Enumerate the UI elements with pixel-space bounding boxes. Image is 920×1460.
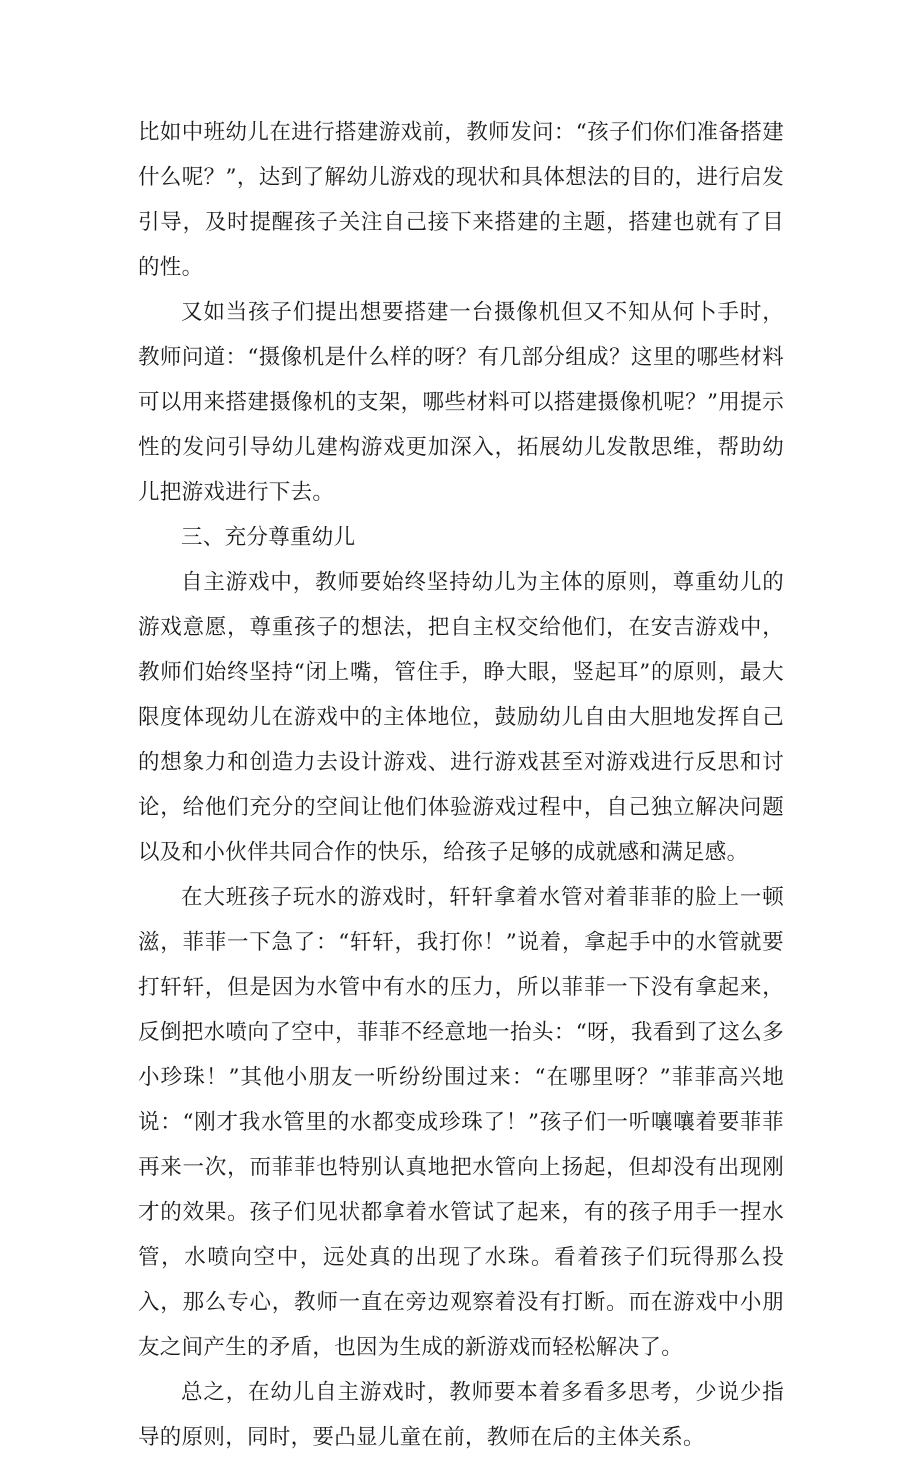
paragraph-camera-example: 又如当孩子们提出想要搭建一台摄像机但又不知从何卜手时，教师问道：“摄像机是什么样的呀？有几部分组成？这里的哪些材料可以用来搭建摄像机的支架，哪些材料可以搭建摄像机呢？”用提示性的发问引导幼儿建构游戏更加深入，拓展幼儿发散思维，帮助幼儿把游戏进行下去。 (138, 300, 784, 505)
section-heading-respect-children: 三、充分尊重幼儿 (181, 525, 356, 550)
paragraph-intro: 比如中班幼儿在进行搭建游戏前，教师发问：“孩子们你们准备搭建什么呢？”，达到了解幼儿游戏的现状和具体想法的目的，进行启发引导，及时提醒孩子关注自己接下来搭建的主题，搭建也就有了目的性。 (138, 120, 784, 280)
paragraph-water-play-story: 在大班孩子玩水的游戏时，轩轩拿着水管对着菲菲的脸上一顿滋，菲菲一下急了：“轩轩，我打你！”说着，拿起手中的水管就要打轩轩，但是因为水管中有水的压力，所以菲菲一下没有拿起来，反倒把水喷向了空中，菲菲不经意地一抬头：“呀，我看到了这么多小珍珠！”其他小朋友一听纷纷围过来：“在哪里呀？”菲菲高兴地说：“刚才我水管里的水都变成珍珠了！”孩子们一听嚷嚷着要菲菲再来一次，而菲菲也特别认真地把水管向上扬起，但却没有出现刚才的效果。孩子们见状都拿着水管试了起来，有的孩子用手一捏水管，水喷向空中，远处真的出现了水珠。看着孩子们玩得那么投入，那么专心，教师一直在旁边观察着没有打断。而在游戏中小朋友之间产生的矛盾，也因为生成的新游戏而轻松解决了。 (138, 885, 784, 1360)
paragraph-conclusion: 总之，在幼儿自主游戏时，教师要本着多看多思考，少说少指导的原则，同时，要凸显儿童在前，教师在后的主体关系。 (138, 1380, 784, 1450)
document-body (138, 110, 784, 1460)
paragraph-autonomous-play: 自主游戏中，教师要始终坚持幼儿为主体的原则，尊重幼儿的游戏意愿，尊重孩子的想法，把自主权交给他们，在安吉游戏中，教师们始终坚持“闭上嘴，管住手，睁大眼，竖起耳”的原则，最大限度体现幼儿在游戏中的主体地位，鼓励幼儿自由大胆地发挥自己的想象力和创造力去设计游戏、进行游戏甚至对游戏进行反思和讨论，给他们充分的空间让他们体验游戏过程中，自己独立解决问题以及和小伙伴共同合作的快乐，给孩子足够的成就感和满足感。 (138, 570, 784, 865)
